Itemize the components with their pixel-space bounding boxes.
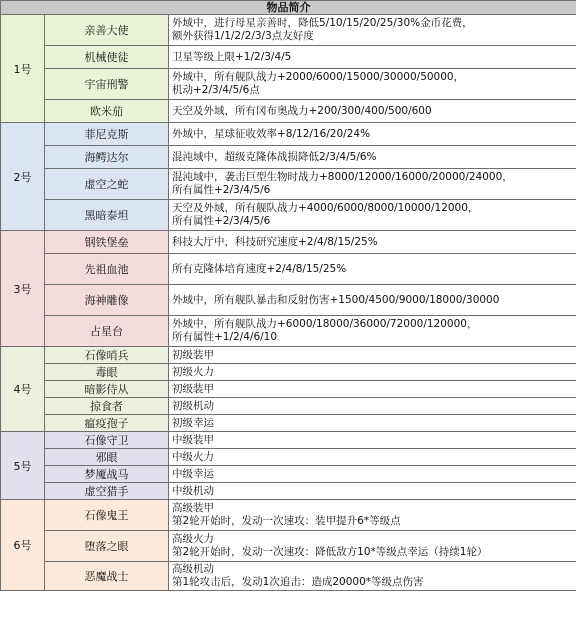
group-label: 6号 <box>1 500 45 591</box>
table-row <box>1 200 576 231</box>
group-label: 1号 <box>1 15 45 123</box>
table-row <box>1 69 576 100</box>
item-name: 掠食者 <box>45 398 169 415</box>
description-line: 混沌域中，袭击巨型生物时战力+8000/12000/16000/20000/24000， <box>172 171 513 183</box>
item-description <box>169 100 576 123</box>
description-line: 高级机动 <box>172 563 214 575</box>
description-line: 天空及外域，所有舰队战力+4000/6000/8000/10000/12000， <box>172 202 479 214</box>
item-description <box>169 254 576 285</box>
table-row <box>1 531 576 562</box>
description-line: 第2轮开始时，发动一次速攻：装甲提升6*等级点 <box>172 515 401 527</box>
description-line: 初级装甲 <box>172 348 214 361</box>
table-row <box>1 316 576 347</box>
description-line: 初级机动 <box>172 399 214 412</box>
item-description <box>169 123 576 146</box>
description-line: 外域中，进行母星亲善时，降低5/10/15/20/25/30%金币花费， <box>172 17 473 29</box>
table-row <box>1 483 576 500</box>
description-line: 混沌域中，超级克隆体战损降低2/3/4/5/6% <box>172 150 377 163</box>
item-name: 机械使徒 <box>45 46 169 69</box>
item-description <box>169 500 576 531</box>
item-name: 堕落之眼 <box>45 531 169 562</box>
item-name: 瘟疫孢子 <box>45 415 169 432</box>
description-line: 中级幸运 <box>172 467 214 480</box>
item-description <box>169 466 576 483</box>
table-row <box>1 46 576 69</box>
description-line: 初级火力 <box>172 365 214 378</box>
item-name: 恶魔战士 <box>45 562 169 591</box>
item-description <box>169 285 576 316</box>
item-description <box>169 562 576 591</box>
item-name: 海神雕像 <box>45 285 169 316</box>
description-line: 所有属性+2/3/4/5/6 <box>172 184 271 196</box>
item-description <box>169 200 576 231</box>
item-name: 先祖血池 <box>45 254 169 285</box>
item-description <box>169 449 576 466</box>
description-line: 外域中，所有舰队战力+2000/6000/15000/30000/50000， <box>172 71 465 83</box>
item-description <box>169 381 576 398</box>
table-row <box>1 381 576 398</box>
item-name: 黑暗泰坦 <box>45 200 169 231</box>
item-description <box>169 415 576 432</box>
item-description <box>169 46 576 69</box>
table-row <box>1 449 576 466</box>
description-line: 外域中，所有舰队战力+6000/18000/36000/72000/120000， <box>172 318 478 330</box>
description-line: 第1轮攻击后，发动1次追击：造成20000*等级点伤害 <box>172 576 424 588</box>
item-description <box>169 432 576 449</box>
table-row <box>1 146 576 169</box>
group-label: 4号 <box>1 347 45 432</box>
item-name: 石像鬼王 <box>45 500 169 531</box>
table-row <box>1 285 576 316</box>
item-name: 虚空猎手 <box>45 483 169 500</box>
item-description <box>169 69 576 100</box>
item-name: 虚空之蛇 <box>45 169 169 200</box>
item-description <box>169 347 576 364</box>
table-row <box>1 466 576 483</box>
group-label: 5号 <box>1 432 45 500</box>
table-row <box>1 254 576 285</box>
table-row <box>1 123 576 146</box>
table-row <box>1 415 576 432</box>
description-line: 外域中，星球征收效率+8/12/16/20/24% <box>172 127 371 140</box>
table-row <box>1 500 576 531</box>
item-description <box>169 316 576 347</box>
item-name: 石像守卫 <box>45 432 169 449</box>
description-line: 所有克隆体培育速度+2/4/8/15/25% <box>172 262 347 275</box>
description-line: 卫星等级上限+1/2/3/4/5 <box>172 50 292 63</box>
description-line: 天空及外域，所有冈布奥战力+200/300/400/500/600 <box>172 104 432 117</box>
item-description <box>169 169 576 200</box>
table-row <box>1 398 576 415</box>
table-row <box>1 364 576 381</box>
description-line: 中级装甲 <box>172 433 214 446</box>
table-row <box>1 562 576 591</box>
item-name: 石像哨兵 <box>45 347 169 364</box>
table-title: 物品简介 <box>1 1 576 15</box>
item-name: 毒眼 <box>45 364 169 381</box>
item-description <box>169 15 576 46</box>
item-name: 暗影侍从 <box>45 381 169 398</box>
description-line: 机动+2/3/4/5/6点 <box>172 84 260 96</box>
table-row <box>1 15 576 46</box>
description-line: 所有属性+2/3/4/5/6 <box>172 215 271 227</box>
item-name: 欧米茄 <box>45 100 169 123</box>
description-line: 高级火力 <box>172 533 214 545</box>
item-name: 钢铁堡垒 <box>45 231 169 254</box>
item-name: 亲善大使 <box>45 15 169 46</box>
description-line: 高级装甲 <box>172 502 214 514</box>
description-line: 初级装甲 <box>172 382 214 395</box>
item-description <box>169 364 576 381</box>
description-line: 中级机动 <box>172 484 214 497</box>
table-row <box>1 432 576 449</box>
item-name: 菲尼克斯 <box>45 123 169 146</box>
item-name: 占星台 <box>45 316 169 347</box>
item-description <box>169 146 576 169</box>
group-label: 2号 <box>1 123 45 231</box>
description-line: 所有属性+1/2/4/6/10 <box>172 331 278 343</box>
table-row <box>1 169 576 200</box>
description-line: 初级幸运 <box>172 416 214 429</box>
item-name: 宇宙刑警 <box>45 69 169 100</box>
table-body <box>1 15 576 591</box>
item-name: 邪眼 <box>45 449 169 466</box>
description-line: 额外获得1/1/2/2/3/3点友好度 <box>172 30 314 42</box>
description-line: 科技大厅中，科技研究速度+2/4/8/15/25% <box>172 235 378 248</box>
table-row <box>1 347 576 364</box>
table-row <box>1 100 576 123</box>
item-description <box>169 398 576 415</box>
item-description <box>169 531 576 562</box>
item-description <box>169 231 576 254</box>
item-name: 海鳄达尔 <box>45 146 169 169</box>
item-description <box>169 483 576 500</box>
description-line: 第2轮开始时，发动一次速攻：降低敌方10*等级点幸运（持续1轮） <box>172 546 488 558</box>
description-line: 外域中，所有舰队暴击和反射伤害+1500/4500/9000/18000/30000 <box>172 293 500 306</box>
description-line: 中级火力 <box>172 450 214 463</box>
table-row <box>1 231 576 254</box>
item-name: 梦魇战马 <box>45 466 169 483</box>
group-label: 3号 <box>1 231 45 347</box>
